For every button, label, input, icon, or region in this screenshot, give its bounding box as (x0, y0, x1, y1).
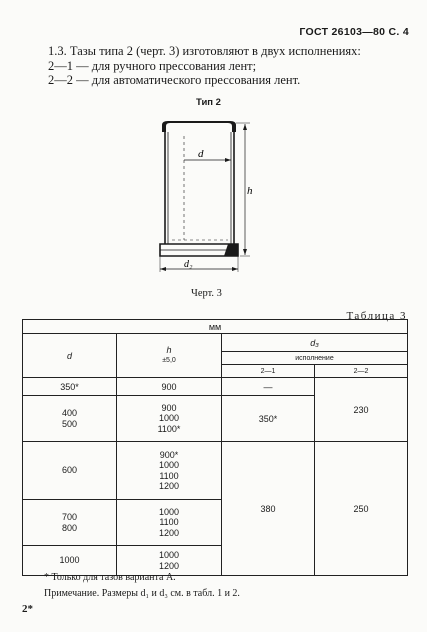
header-d3: d₃ (222, 334, 408, 352)
table-row-cell-v1: — (222, 378, 315, 396)
table-row-cell-h: 900 (117, 378, 222, 396)
page-number: 2* (22, 603, 33, 615)
table-note: Примечание. Размеры d₁ и d₃ см. в табл. 1 и 2. (44, 588, 240, 599)
paragraph-line-3: 2—2 — для автоматического прессования лент. (48, 73, 301, 87)
table-row-cell-d: 600 (23, 442, 117, 500)
technical-drawing (150, 112, 260, 282)
table-row-cell-d: 700 800 (23, 500, 117, 546)
table-caption: Таблица 3 (346, 310, 407, 322)
table-row-cell-d: 350* (23, 378, 117, 396)
table-row-cell-h: 1000 1100 1200 (117, 500, 222, 546)
figure-caption: Черт. 3 (191, 288, 222, 299)
table-cell-v1-380: 380 (222, 442, 315, 576)
figure-title: Тип 2 (196, 97, 221, 108)
dim-d-label: d (198, 148, 204, 160)
header-variant: исполнение (222, 352, 408, 365)
table-row-cell-h: 900 1000 1100* (117, 396, 222, 442)
dimensions-table (22, 319, 408, 576)
header-h: h ±5,0 (117, 334, 222, 378)
paragraph-line-1: 1.3. Тазы типа 2 (черт. 3) изготовляют в двух исполнениях: (48, 44, 361, 58)
table-row-cell-d: 400 500 (23, 396, 117, 442)
standard-header: ГОСТ 26103—80 С. 4 (299, 26, 409, 38)
table-row-cell-h: 900* 1000 1100 1200 (117, 442, 222, 500)
section-paragraph (48, 44, 408, 88)
table-row-cell-d: 1000 (23, 546, 117, 576)
dim-d2-label: d₂ (184, 259, 193, 270)
table-row-cell-h: 1000 1200 (117, 546, 222, 576)
paragraph-line-2: 2—1 — для ручного прессования лент; (48, 58, 257, 73)
units-cell: мм (23, 320, 408, 334)
header-v1: 2—1 (222, 365, 315, 378)
header-v2: 2—2 (315, 365, 408, 378)
table-cell-v2-230: 230 (315, 378, 408, 442)
table-row-cell-v1: 350* (222, 396, 315, 442)
table-cell-v2-250: 250 (315, 442, 408, 576)
top-rim (162, 121, 236, 132)
dim-h-label: h (247, 185, 253, 197)
header-d: d (23, 334, 117, 378)
footnote: * Только для тазов варианта А. (44, 572, 176, 583)
